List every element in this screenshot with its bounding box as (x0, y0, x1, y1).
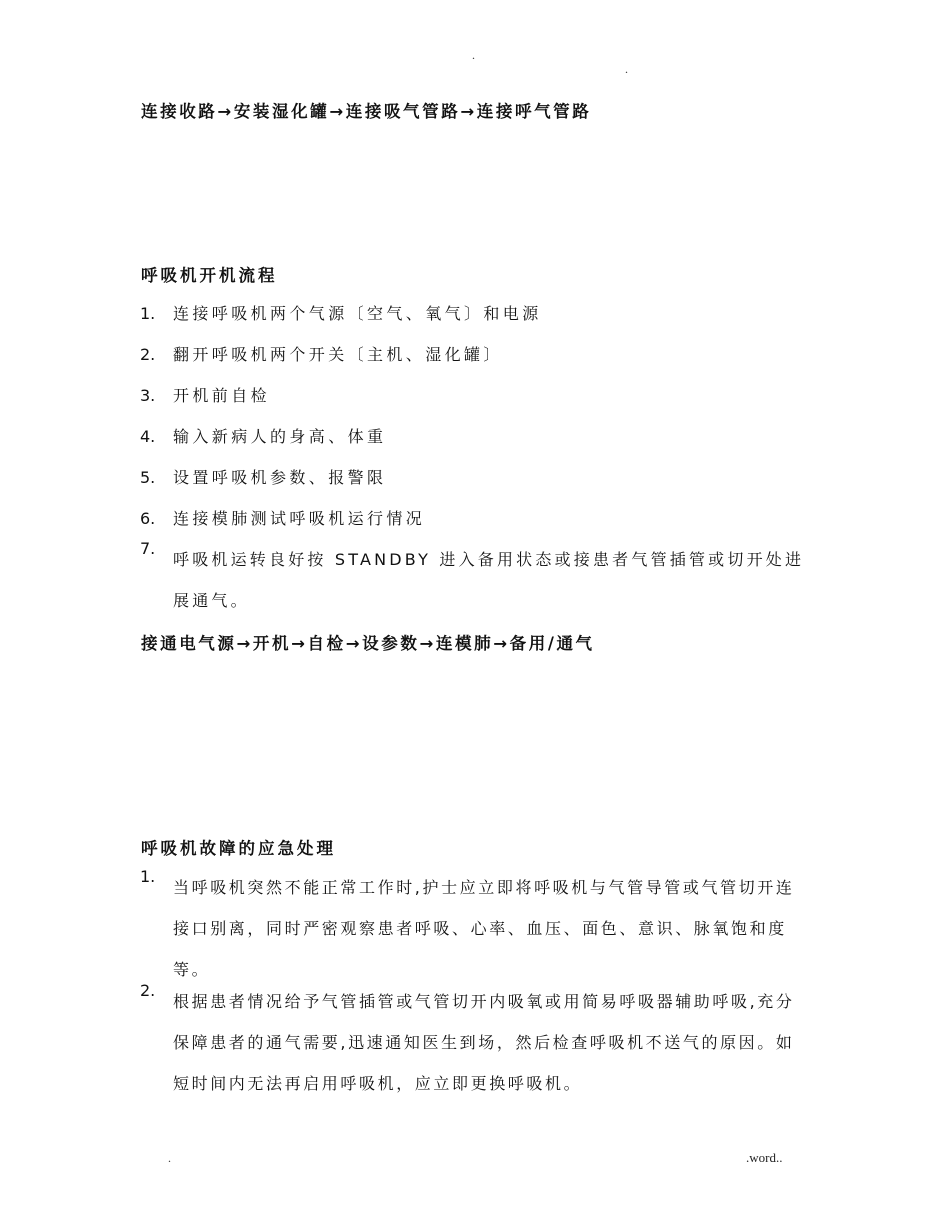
list-item (140, 343, 812, 384)
list-number: 4. (140, 427, 156, 446)
header-dot-right: . (625, 62, 628, 76)
list-number: 5. (140, 468, 156, 487)
list-number: 6. (140, 509, 156, 528)
list-text: 呼吸机运转良好按 STANDBY 进入备用状态或接患者气管插管或切开处进展通气。 (173, 550, 805, 610)
startup-heading: 呼吸机开机流程 (141, 266, 278, 285)
footer-word-mark: .word.. (746, 1150, 783, 1165)
footer-dot-left: . (168, 1151, 171, 1165)
list-text: 设置呼吸机参数、报警限 (173, 468, 387, 487)
list-text: 连接呼吸机两个气源〔空气、氧气〕和电源 (173, 304, 542, 323)
list-text: 连接模肺测试呼吸机运行情况 (173, 509, 426, 528)
header-dot-left: . (472, 48, 475, 62)
list-number: 3. (140, 386, 156, 405)
list-item (140, 466, 812, 507)
startup-list (140, 302, 812, 621)
list-number: 7. (140, 539, 156, 558)
list-item (140, 981, 812, 1104)
list-text: 根据患者情况给予气管插管或气管切开内吸氧或用简易呼吸器辅助呼吸,充分保障患者的通气需要,迅速通知医生到场，然后检查呼吸机不送气的原因。如短时间内无法再启用呼吸机，应立即更换呼吸机。 (173, 992, 795, 1093)
emergency-heading: 呼吸机故障的应急处理 (141, 839, 336, 858)
list-item (140, 384, 812, 425)
circuit-summary: 连接收路→安装湿化罐→连接吸气管路→连接呼气管路 (141, 102, 592, 121)
emergency-list (140, 867, 812, 1104)
list-number: 1. (140, 867, 156, 886)
list-number: 2. (140, 345, 156, 364)
startup-summary: 接通电气源→开机→自检→设参数→连模肺→备用/通气 (141, 634, 595, 653)
list-item (140, 539, 812, 621)
list-text: 当呼吸机突然不能正常工作时,护士应立即将呼吸机与气管导管或气管切开连接口别离，同时严密观察患者呼吸、心率、血压、面色、意识、脉氧饱和度等。 (173, 878, 795, 979)
list-number: 1. (140, 304, 156, 323)
list-text: 翻开呼吸机两个开关〔主机、湿化罐〕 (173, 345, 503, 364)
list-item (140, 425, 812, 466)
list-text: 输入新病人的身高、体重 (173, 427, 387, 446)
list-number: 2. (140, 981, 156, 1000)
list-item (140, 302, 812, 343)
list-item (140, 867, 812, 990)
list-text: 开机前自检 (173, 386, 271, 405)
